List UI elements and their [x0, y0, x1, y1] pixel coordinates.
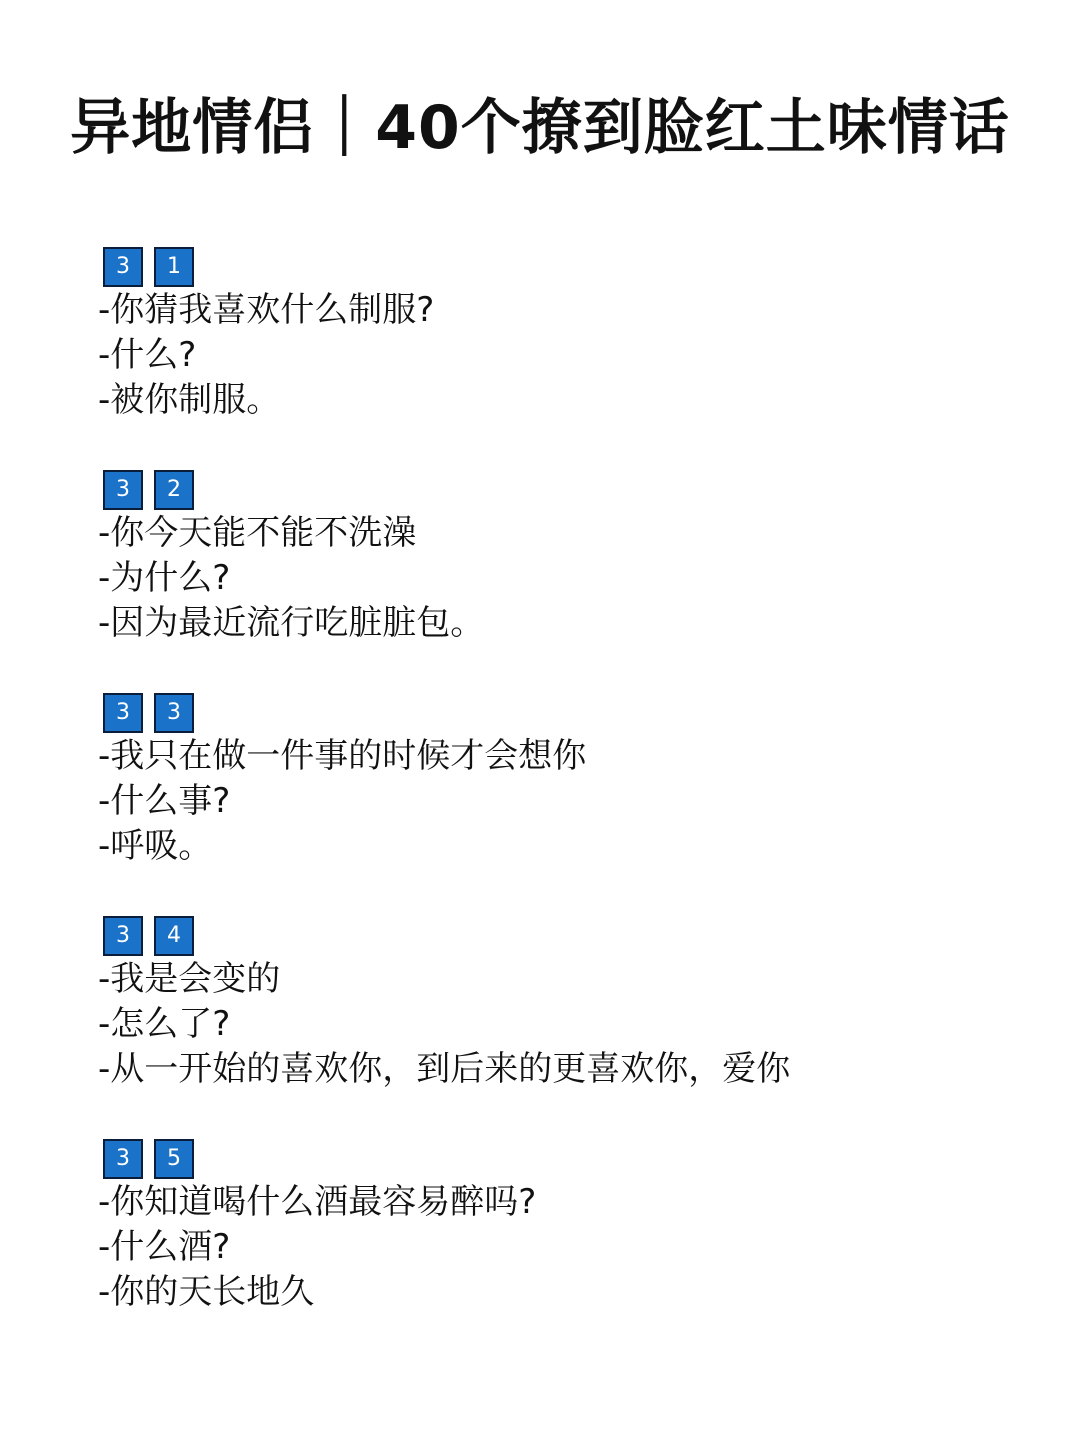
number-badges [103, 247, 998, 287]
entry-list [98, 247, 998, 1362]
number-badge: 1 [154, 247, 194, 287]
list-item [98, 247, 998, 470]
number-badges [103, 1139, 998, 1179]
dialogue-line: -我只在做一件事的时候才会想你 [98, 736, 587, 776]
number-badge: 4 [154, 916, 194, 956]
number-badge: 3 [154, 693, 194, 733]
number-badges [103, 693, 998, 733]
dialogue-line: -为什么? [98, 558, 231, 598]
dialogue-line: -从一开始的喜欢你，到后来的更喜欢你，爱你 [98, 1049, 791, 1089]
number-badge: 2 [154, 470, 194, 510]
dialogue-line: -我是会变的 [98, 959, 281, 999]
dialogue-line: -你的天长地久 [98, 1272, 315, 1312]
number-badge: 3 [103, 1139, 143, 1179]
number-badge: 3 [103, 693, 143, 733]
dialogue-line: -怎么了? [98, 1004, 231, 1044]
number-badge: 3 [103, 470, 143, 510]
number-badge: 3 [103, 916, 143, 956]
list-item [98, 693, 998, 916]
dialogue-line: -什么? [98, 335, 197, 375]
dialogue-line: -呼吸。 [98, 826, 213, 866]
number-badge: 3 [103, 247, 143, 287]
number-badges [103, 916, 998, 956]
number-badges [103, 470, 998, 510]
list-item [98, 916, 998, 1139]
dialogue-line: -被你制服。 [98, 380, 281, 420]
dialogue-line: -因为最近流行吃脏脏包。 [98, 603, 485, 643]
list-item [98, 1139, 998, 1362]
list-item [98, 470, 998, 693]
page-title: 异地情侣｜40个撩到脸红土味情话 [70, 93, 1010, 163]
dialogue-line: -你知道喝什么酒最容易醉吗? [98, 1182, 537, 1222]
dialogue-line: -什么事? [98, 781, 231, 821]
dialogue-line: -你今天能不能不洗澡 [98, 513, 417, 553]
dialogue-line: -你猜我喜欢什么制服? [98, 290, 435, 330]
dialogue-line: -什么酒? [98, 1227, 231, 1267]
number-badge: 5 [154, 1139, 194, 1179]
